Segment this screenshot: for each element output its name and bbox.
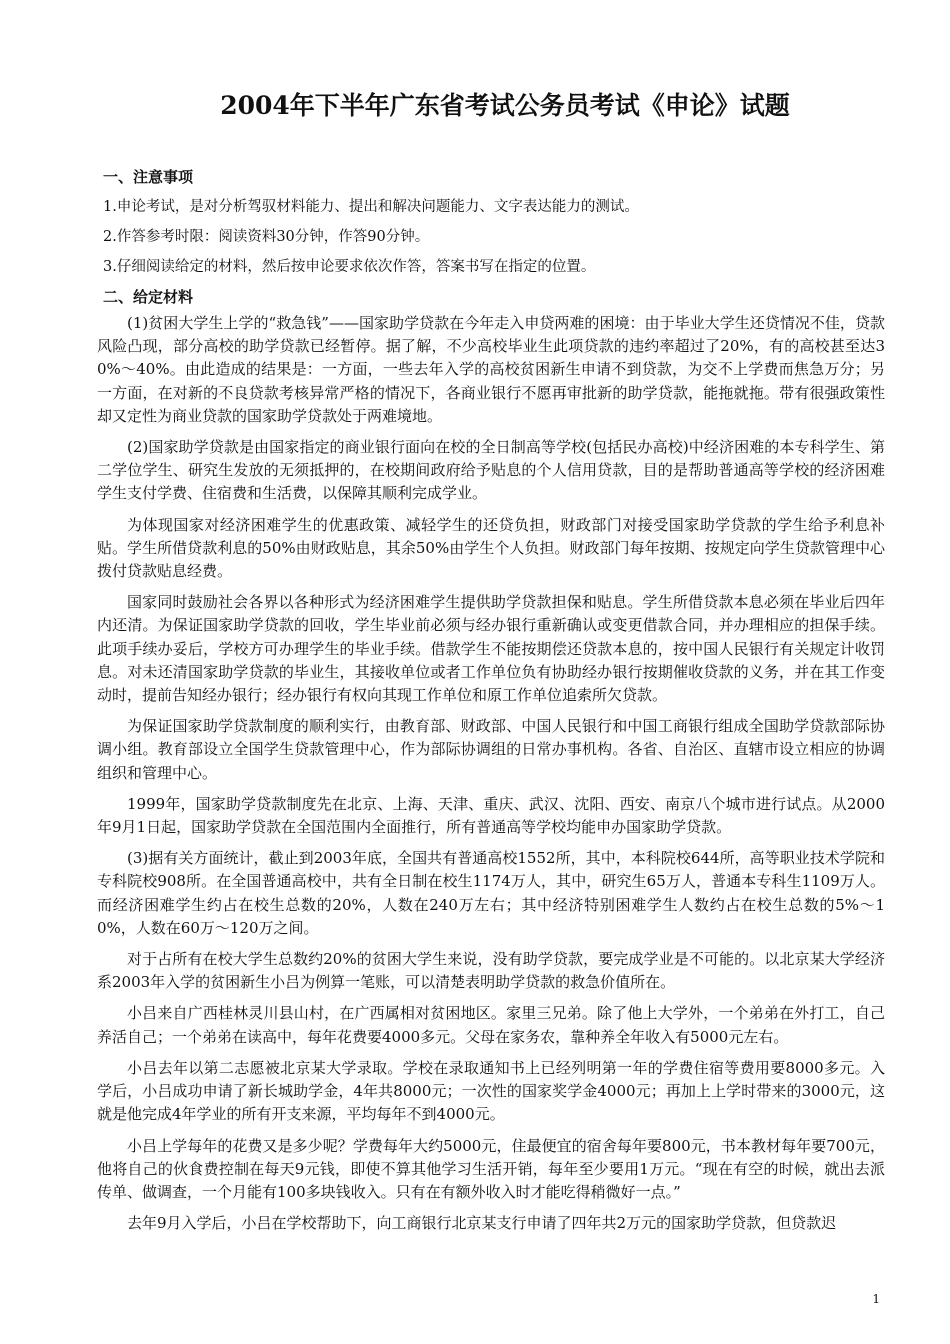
document-body <box>97 162 885 1243</box>
material-paragraph: 小吕来自广西桂林灵川县山村，在广西属相对贫困地区。家里三兄弟。除了他上大学外，一个弟弟在外打工，自己养活自己；一个弟弟在读高中，每年花费要4000多元。父母在家务农，靠种养全年收入有5000元左右。 <box>97 1004 885 1046</box>
material-paragraph: 国家同时鼓励社会各界以各种形式为经济困难学生提供助学贷款担保和贴息。学生所借贷款本息必须在毕业后四年内还清。为保证国家助学贷款的回收，学生毕业前必须与经办银行重新确认或变更借款合同，并办理相应的担保手续。此项手续办妥后，学校方可办理学生的毕业手续。借款学生不能按期偿还贷款本息的，按中国人民银行有关规定计收罚息。对未还清国家助学贷款的毕业生，其接收单位或者工作单位负有协助经办银行按期催收贷款的义务，并在其工作变动时，提前告知经办银行；经办银行有权向其现工作单位和原工作单位追索所欠贷款。 <box>97 593 885 705</box>
page-title: 2004年下半年广东省考试公务员考试《申论》试题 <box>220 91 790 120</box>
section-heading-materials: 二、给定材料 <box>103 288 194 306</box>
material-paragraph: 为保证国家助学贷款制度的顺利实行，由教育部、财政部、中国人民银行和中国工商银行组成全国助学贷款部际协调小组。教育部设立全国学生贷款管理中心，作为部际协调组的日常办事机构。各省、自治区、直辖市设立相应的协调组织和管理中心。 <box>97 717 885 782</box>
material-paragraph: 1999年，国家助学贷款制度先在北京、上海、天津、重庆、武汉、沈阳、西安、南京八个城市进行试点。从2000年9月1日起，国家助学贷款在全国范围内全面推行，所有普通高等学校均能申办国家助学贷款。 <box>97 794 885 837</box>
page-number: 1 <box>872 1292 880 1306</box>
material-paragraph: (1)贫困大学生上学的“救急钱”——国家助学贷款在今年走入申贷两难的困境：由于毕业大学生还贷情况不佳，贷款风险凸现，部分高校的助学贷款已经暂停。据了解，不少高校毕业生此项贷款的违约率超过了20%，有的高校甚至达30%～40%。由此造成的结果是：一方面，一些去年入学的高校贫困新生申请不到贷款，为交不上学费而焦急万分；另一方面，在对新的不良贷款考核异常严格的情况下，各商业银行不愿再审批新的助学贷款，能拖就拖。带有很强政策性却又定性为商业贷款的国家助学贷款处于两难境地。 <box>97 314 885 425</box>
note-item: 1.申论考试，是对分析驾驭材料能力、提出和解决问题能力、文字表达能力的测试。 <box>103 199 639 215</box>
note-item: 2.作答参考时限：阅读资料30分钟，作答90分钟。 <box>103 229 430 245</box>
material-paragraph: 小吕上学每年的花费又是多少呢？学费每年大约5000元，住最便宜的宿舍每年要800元，书本教材每年要700元，他将自己的伙食费控制在每天9元钱，即使不算其他学习生活开销，每年至少要用1万元。“现在有空的时候，就出去派传单、做调查，一个月能有100多块钱收入。只有在有额外收入时才能吃得稍微好一点。” <box>97 1136 885 1201</box>
material-paragraph: (2)国家助学贷款是由国家指定的商业银行面向在校的全日制高等学校(包括民办高校)中经济困难的本专科学生、第二学位学生、研究生发放的无须抵押的，在校期间政府给予贴息的个人信用贷款，目的是帮助普通高等学校的经济困难学生支付学费、住宿费和生活费，以保障其顺利完成学业。 <box>97 438 885 503</box>
note-item: 3.仔细阅读给定的材料，然后按申论要求依次作答，答案书写在指定的位置。 <box>103 259 596 275</box>
material-paragraph: 对于占所有在校大学生总数约20%的贫困大学生来说，没有助学贷款，要完成学业是不可能的。以北京某大学经济系2003年入学的贫困新生小吕为例算一笔账，可以清楚表明助学贷款的救急价值所在。 <box>97 950 885 992</box>
material-paragraph: 小吕去年以第二志愿被北京某大学录取。学校在录取通知书上已经列明第一年的学费住宿等费用要8000多元。入学后，小吕成功申请了新长城助学金，4年共8000元；一次性的国家奖学金4000元；再加上上学时带来的3000元，这就是他完成4年学业的所有开支来源，平均每年不到4000元。 <box>97 1058 885 1124</box>
material-paragraph: 为体现国家对经济困难学生的优惠政策、减轻学生的还贷负担，财政部门对接受国家助学贷款的学生给予利息补贴。学生所借贷款利息的50%由财政贴息，其余50%由学生个人负担。财政部门每年按期、按规定向学生贷款管理中心拨付贷款贴息经费。 <box>97 515 885 581</box>
section-heading-notes: 一、注意事项 <box>103 168 194 186</box>
material-paragraph: 去年9月入学后，小吕在学校帮助下，向工商银行北京某支行申请了四年共2万元的国家助学贷款，但贷款迟 <box>127 1214 837 1233</box>
material-paragraph: (3)据有关方面统计，截止到2003年底，全国共有普通高校1552所，其中，本科院校644所，高等职业技术学院和专科院校908所。在全国普通高校中，共有全日制在校生1174万人，其中，研究生65万人，普通本专科生1109万人。而经济困难学生约占在校生总数的20%，人数在240万左右；其中经济特别困难学生人数约占在校生总数的5%～10%，人数在60万～120万之间。 <box>97 849 885 937</box>
